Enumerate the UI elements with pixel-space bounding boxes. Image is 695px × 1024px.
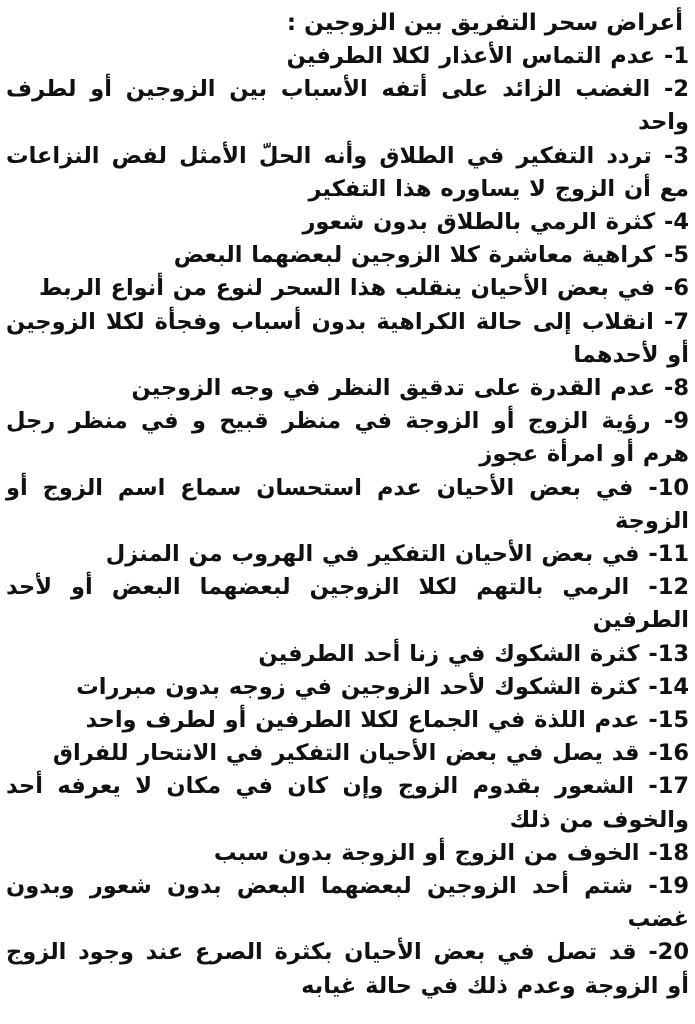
item-text: قد يصل في بعض الأحيان التفكير في الانتحار للفراق (52, 740, 640, 767)
item-number: 9- (663, 408, 689, 435)
item-number: 18- (648, 839, 689, 866)
item-number: 5- (664, 242, 689, 269)
item-number: 20- (648, 939, 689, 966)
list-item (6, 472, 689, 538)
item-number: 14- (648, 673, 689, 700)
list-item (6, 40, 689, 73)
list-item (6, 737, 689, 770)
item-number: 15- (648, 707, 689, 734)
item-text: كثرة الشكوك لأحد الزوجين في زوجه بدون مبررات (76, 673, 640, 700)
list-item (6, 671, 689, 704)
list-item (6, 372, 689, 405)
item-number: 16- (648, 740, 689, 767)
item-number: 7- (664, 308, 689, 335)
item-number: 3- (663, 142, 689, 169)
item-number: 12- (648, 574, 689, 601)
list-item (6, 73, 689, 139)
item-text: الغضب الزائد على أتفه الأسباب بين الزوجين أو لطرف واحد (6, 76, 689, 136)
list-item (6, 571, 689, 637)
document-title: أعراض سحر التفريق بين الزوجين : (286, 10, 683, 36)
item-text: قد تصل في بعض الأحيان بكثرة الصرع عند وجود الزوج أو الزوجة وعدم ذلك في حالة غيابه (6, 939, 689, 999)
item-text: الشعور بقدوم الزوج وإن كان في مكان لا يعرفه أحد والخوف من ذلك (6, 773, 689, 833)
list-item (6, 272, 689, 305)
list-item (6, 770, 689, 836)
list-item (6, 837, 689, 870)
list-item (6, 936, 689, 1002)
item-text: في بعض الأحيان عدم استحسان سماع اسم الزوج أو الزوجة (6, 474, 689, 534)
item-number: 8- (664, 375, 689, 402)
item-text: تردد التفكير في الطلاق وأنه الحلّ الأمثل لفض النزاعات مع أن الزوج لا يساوره هذا التفكير (6, 142, 689, 202)
list-item (6, 704, 689, 737)
item-number: 4- (664, 209, 689, 236)
list-item (6, 206, 689, 239)
item-number: 11- (648, 541, 689, 568)
item-number: 17- (648, 773, 689, 800)
item-text: في بعض الأحيان ينقلب هذا السحر لنوع من أنواع الربط (39, 275, 656, 302)
item-number: 19- (648, 873, 689, 900)
item-text: كثرة الشكوك في زنا أحد الطرفين (258, 640, 640, 667)
item-text: انقلاب إلى حالة الكراهية بدون أسباب وفجأة لكلا الزوجين أو لأحدهما (6, 308, 689, 368)
item-text: كثرة الرمي بالطلاق بدون شعور (302, 209, 656, 236)
item-text: الخوف من الزوج أو الزوجة بدون سبب (213, 839, 640, 866)
item-text: عدم اللذة في الجماع لكلا الطرفين أو لطرف واحد (85, 707, 640, 734)
item-number: 10- (648, 474, 689, 501)
item-number: 1- (664, 43, 689, 69)
list-item (6, 638, 689, 671)
list-item (6, 239, 689, 272)
item-text: رؤية الزوج أو الزوجة في منظر قبيح و في منظر رجل هرم أو امرأة عجوز (6, 408, 689, 468)
list-item (6, 538, 689, 571)
list-item (6, 870, 689, 936)
item-number: 2- (664, 76, 689, 103)
symptoms-list (6, 40, 689, 1003)
item-text: شتم أحد الزوجين لبعضهما البعض بدون شعور وبدون غضب (6, 873, 689, 933)
item-text: الرمي بالتهم لكلا الزوجين لبعضهما البعض أو لأحد الطرفين (6, 574, 689, 634)
item-number: 13- (648, 640, 689, 667)
item-text: في بعض الأحيان التفكير في الهروب من المنزل (105, 541, 640, 568)
item-text: كراهية معاشرة كلا الزوجين لبعضهما البعض (173, 242, 656, 269)
item-text: عدم القدرة على تدقيق النظر في وجه الزوجين (131, 375, 656, 402)
item-text: عدم التماس الأعذار لكلا الطرفين (286, 43, 656, 69)
item-number: 6- (664, 275, 689, 302)
list-item (6, 140, 689, 206)
list-item (6, 306, 689, 372)
list-item (6, 405, 689, 471)
